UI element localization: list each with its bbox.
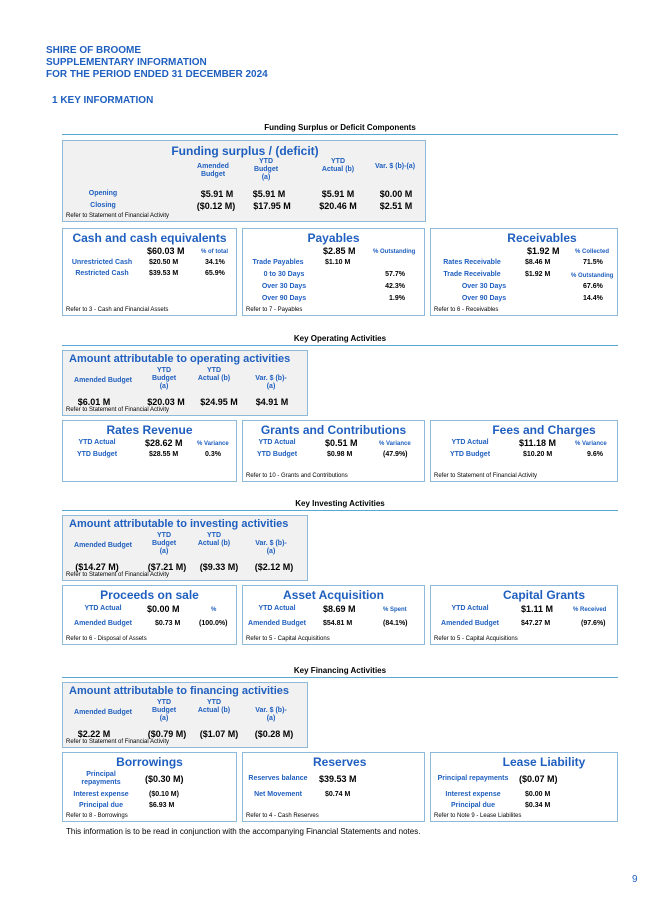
- financing-variance: ($0.28 M): [254, 729, 294, 739]
- fees-budget-value: $10.20 M: [523, 451, 553, 458]
- asset-budget-value: $54.81 M: [323, 620, 353, 627]
- funding-refer-note: Refer to Statement of Financial Activity: [66, 213, 170, 219]
- receivables-box: [430, 228, 618, 316]
- header-line-2: SUPPLEMENTARY INFORMATION: [46, 57, 207, 68]
- receivables-over-90-label: Over 90 Days: [461, 295, 507, 302]
- payables-pct-label: % Outstanding: [373, 249, 416, 255]
- grants-pct-label: % Variance: [379, 441, 411, 447]
- financing-refer-note: Refer to Statement of Financial Activity: [66, 739, 170, 745]
- operating-ytd-actual: $24.95 M: [200, 397, 238, 407]
- funding-surplus-title: Funding surplus / (deficit): [171, 144, 319, 158]
- borrowings-interest-value: ($0.10 M): [149, 791, 179, 798]
- rates-budget-label: YTD Budget: [76, 451, 118, 458]
- opening-variance: $0.00 M: [379, 189, 413, 199]
- investing-ytd-budget: ($7.21 M): [147, 562, 187, 572]
- receivables-refer-note: Refer to 6 - Receivables: [434, 307, 499, 313]
- financing-section-heading: Key Financing Activities: [62, 666, 618, 678]
- asset-refer-note: Refer to 5 - Capital Acquisitions: [246, 636, 330, 642]
- proceeds-budget-value: $0.73 M: [155, 620, 181, 627]
- proceeds-pct-label: %: [211, 607, 217, 613]
- capital-actual-value: $1.11 M: [521, 604, 554, 614]
- closing-amended: ($0.12 M): [196, 201, 236, 211]
- reserves-balance-label: Reserves balance: [248, 775, 308, 782]
- payables-over-30-pct: 42.3%: [385, 283, 405, 290]
- payables-title: Payables: [307, 231, 360, 245]
- asset-pct-label: % Spent: [383, 607, 407, 613]
- financing-box: [62, 682, 308, 748]
- grants-title: Grants and Contributions: [260, 423, 407, 437]
- asset-budget-label: Amended Budget: [248, 620, 306, 627]
- proceeds-budget-label: Amended Budget: [74, 620, 132, 627]
- grants-actual-value: $0.51 M: [325, 438, 358, 448]
- opening-label: Opening: [88, 190, 118, 197]
- unrestricted-cash-pct: 34.1%: [205, 259, 225, 266]
- receivables-over-90-pct: 14.4%: [583, 295, 603, 302]
- opening-ytd-actual: $5.91 M: [321, 189, 355, 199]
- grants-pct-value: (47.9%): [383, 451, 408, 458]
- fees-box: [430, 420, 618, 482]
- lease-interest-value: $0.00 M: [525, 791, 551, 798]
- closing-ytd-budget: $17.95 M: [253, 201, 291, 211]
- cash-title: Cash and cash equivalents: [72, 231, 227, 245]
- cash-pct-label: % of total: [201, 249, 228, 255]
- operating-col-amended: Amended Budget: [74, 377, 132, 384]
- capital-refer-note: Refer to 5 - Capital Acquisitions: [434, 636, 518, 642]
- lease-box: [430, 752, 618, 822]
- investing-col-ytd-actual: YTD Actual (b): [197, 532, 231, 547]
- payables-refer-note: Refer to 7 - Payables: [246, 307, 303, 313]
- funding-surplus-box: [62, 140, 426, 222]
- reserves-movement-value: $0.74 M: [325, 791, 351, 798]
- section-title: 1 KEY INFORMATION: [52, 95, 154, 106]
- borrowings-interest-label: Interest expense: [73, 791, 129, 798]
- financing-col-ytd-budget: YTD Budget (a): [151, 699, 177, 722]
- operating-amended: $6.01 M: [77, 397, 111, 407]
- investing-section-heading: Key Investing Activities: [62, 499, 618, 511]
- trade-receivable-value: $1.92 M: [525, 271, 551, 278]
- operating-col-variance: Var. $ (b)-(a): [255, 375, 287, 390]
- header-line-3: FOR THE PERIOD ENDED 31 DECEMBER 2024: [46, 69, 268, 80]
- capital-budget-label: Amended Budget: [441, 620, 499, 627]
- financing-title: Amount attributable to financing activities: [69, 685, 290, 697]
- lease-title: Lease Liability: [502, 755, 586, 769]
- closing-label: Closing: [90, 202, 116, 209]
- cash-total: $60.03 M: [147, 246, 185, 256]
- investing-amended: ($14.27 M): [75, 562, 119, 572]
- borrowings-principal-value: ($0.30 M): [145, 774, 184, 784]
- lease-refer-note: Refer to Note 9 - Lease Liabilites: [434, 813, 522, 819]
- restricted-cash-value: $39.53 M: [149, 270, 179, 277]
- fees-pct-label: % Variance: [575, 441, 607, 447]
- grants-box: [242, 420, 425, 482]
- capital-pct-value: (97.6%): [581, 620, 606, 627]
- rates-pct-label: % Variance: [197, 441, 229, 447]
- opening-amended: $5.91 M: [200, 189, 234, 199]
- rates-revenue-title: Rates Revenue: [106, 423, 193, 437]
- trade-receivable-pct-label: % Outstanding: [571, 273, 614, 279]
- financing-col-ytd-actual: YTD Actual (b): [197, 699, 231, 714]
- proceeds-refer-note: Refer to 6 - Disposal of Assets: [66, 636, 147, 642]
- grants-budget-value: $0.98 M: [327, 451, 353, 458]
- asset-acquisition-box: [242, 585, 425, 645]
- investing-col-amended: Amended Budget: [74, 542, 132, 549]
- asset-actual-value: $8.69 M: [323, 604, 356, 614]
- capital-grants-title: Capital Grants: [502, 588, 586, 602]
- grants-budget-label: YTD Budget: [256, 451, 298, 458]
- capital-grants-box: [430, 585, 618, 645]
- fees-refer-note: Refer to Statement of Financial Activity: [434, 473, 538, 479]
- financing-ytd-budget: ($0.79 M): [147, 729, 187, 739]
- lease-due-label: Principal due: [451, 802, 495, 809]
- rates-receivable-pct: 71.5%: [583, 259, 603, 266]
- lease-interest-label: Interest expense: [445, 791, 501, 798]
- capital-pct-label: % Received: [573, 607, 607, 613]
- lease-principal-value: ($0.07 M): [519, 774, 558, 784]
- investing-variance: ($2.12 M): [254, 562, 294, 572]
- fees-budget-label: YTD Budget: [449, 451, 491, 458]
- investing-ytd-actual: ($9.33 M): [199, 562, 239, 572]
- investing-title: Amount attributable to investing activities: [69, 518, 289, 530]
- fees-title: Fees and Charges: [492, 423, 596, 437]
- borrowings-title: Borrowings: [116, 755, 183, 769]
- rates-revenue-box: [62, 420, 237, 482]
- rates-receivable-value: $8.46 M: [525, 259, 551, 266]
- fees-pct-value: 9.6%: [587, 451, 603, 458]
- payables-0-30-pct: 57.7%: [385, 271, 405, 278]
- lease-due-value: $0.34 M: [525, 802, 551, 809]
- trade-payables-label: Trade Payables: [252, 259, 304, 266]
- grants-actual-label: YTD Actual: [258, 439, 296, 446]
- report-header: [46, 45, 268, 81]
- operating-col-ytd-budget: YTD Budget (a): [151, 367, 177, 390]
- asset-acquisition-title: Asset Acquisition: [283, 588, 384, 602]
- investing-col-variance: Var. $ (b)-(a): [255, 540, 287, 555]
- operating-section-heading: Key Operating Activities: [62, 334, 618, 346]
- receivables-over-30-label: Over 30 Days: [461, 283, 507, 290]
- payables-over-30-label: Over 30 Days: [261, 283, 307, 290]
- rates-pct-value: 0.3%: [205, 451, 221, 458]
- proceeds-actual-label: YTD Actual: [84, 605, 122, 612]
- payables-0-30-label: 0 to 30 Days: [263, 271, 305, 278]
- col-ytd-actual: YTD Actual (b): [321, 158, 355, 173]
- borrowings-box: [62, 752, 237, 822]
- operating-variance: $4.91 M: [255, 397, 289, 407]
- proceeds-box: [62, 585, 237, 645]
- cash-box: [62, 228, 237, 316]
- receivables-over-30-pct: 67.6%: [583, 283, 603, 290]
- trade-receivable-label: Trade Receivable: [443, 271, 501, 278]
- rates-actual-label: YTD Actual: [78, 439, 116, 446]
- col-ytd-budget: YTD Budget (a): [253, 158, 279, 181]
- receivables-total: $1.92 M: [527, 246, 560, 256]
- payables-total: $2.85 M: [323, 246, 356, 256]
- financing-col-variance: Var. $ (b)-(a): [255, 707, 287, 722]
- unrestricted-cash-value: $20.50 M: [149, 259, 179, 266]
- proceeds-title: Proceeds on sale: [100, 588, 199, 602]
- header-line-1: SHIRE OF BROOME: [46, 45, 142, 56]
- operating-box: [62, 350, 308, 416]
- reserves-box: [242, 752, 425, 822]
- capital-budget-value: $47.27 M: [521, 620, 551, 627]
- trade-payables-value: $1.10 M: [325, 259, 351, 266]
- payables-box: [242, 228, 425, 316]
- cash-refer-note: Refer to 3 - Cash and Financial Assets: [66, 307, 169, 313]
- receivables-pct-label: % Collected: [575, 249, 610, 255]
- reserves-title: Reserves: [313, 755, 367, 769]
- col-variance: Var. $ (b)-(a): [374, 163, 416, 170]
- closing-variance: $2.51 M: [379, 201, 413, 211]
- footer-note: This information is to be read in conjunction with the accompanying Financial Statements and notes.: [66, 827, 421, 836]
- reserves-balance-value: $39.53 M: [319, 774, 357, 784]
- col-amended-budget: Amended Budget: [197, 163, 229, 178]
- investing-box: [62, 515, 308, 581]
- operating-refer-note: Refer to Statement of Financial Activity: [66, 407, 170, 413]
- financing-col-amended: Amended Budget: [74, 709, 132, 716]
- financing-ytd-actual: ($1.07 M): [199, 729, 239, 739]
- borrowings-principal-label: Principal repayments: [81, 771, 121, 786]
- capital-actual-label: YTD Actual: [451, 605, 489, 612]
- rates-receivable-label: Rates Receivable: [443, 259, 501, 266]
- borrowings-refer-note: Refer to 8 - Borrowings: [66, 813, 128, 819]
- payables-over-90-pct: 1.9%: [389, 295, 405, 302]
- operating-ytd-budget: $20.03 M: [147, 397, 185, 407]
- investing-refer-note: Refer to Statement of Financial Activity: [66, 572, 170, 578]
- operating-title: Amount attributable to operating activities: [69, 353, 291, 365]
- asset-actual-label: YTD Actual: [258, 605, 296, 612]
- borrowings-due-value: $6.93 M: [149, 802, 175, 809]
- rates-budget-value: $28.55 M: [149, 451, 179, 458]
- reserves-refer-note: Refer to 4 - Cash Reserves: [246, 813, 319, 819]
- payables-over-90-label: Over 90 Days: [261, 295, 307, 302]
- rates-actual-value: $28.62 M: [145, 438, 183, 448]
- operating-col-ytd-actual: YTD Actual (b): [197, 367, 231, 382]
- asset-pct-value: (84.1%): [383, 620, 408, 627]
- proceeds-actual-value: $0.00 M: [147, 604, 180, 614]
- reserves-movement-label: Net Movement: [254, 791, 302, 798]
- borrowings-due-label: Principal due: [79, 802, 123, 809]
- fees-actual-label: YTD Actual: [451, 439, 489, 446]
- grants-refer-note: Refer to 10 - Grants and Contributions: [246, 473, 348, 479]
- opening-ytd-budget: $5.91 M: [252, 189, 286, 199]
- investing-col-ytd-budget: YTD Budget (a): [151, 532, 177, 555]
- restricted-cash-pct: 65.9%: [205, 270, 225, 277]
- funding-section-heading: Funding Surplus or Deficit Components: [62, 123, 618, 135]
- lease-principal-label: Principal repayments: [437, 775, 509, 782]
- unrestricted-cash-label: Unrestricted Cash: [71, 259, 133, 266]
- restricted-cash-label: Restricted Cash: [75, 270, 129, 277]
- receivables-title: Receivables: [507, 231, 577, 245]
- proceeds-pct-value: (100.0%): [199, 620, 228, 627]
- closing-ytd-actual: $20.46 M: [319, 201, 357, 211]
- fees-actual-value: $11.18 M: [519, 438, 557, 448]
- page-number: 9: [632, 874, 638, 885]
- financing-amended: $2.22 M: [77, 729, 111, 739]
